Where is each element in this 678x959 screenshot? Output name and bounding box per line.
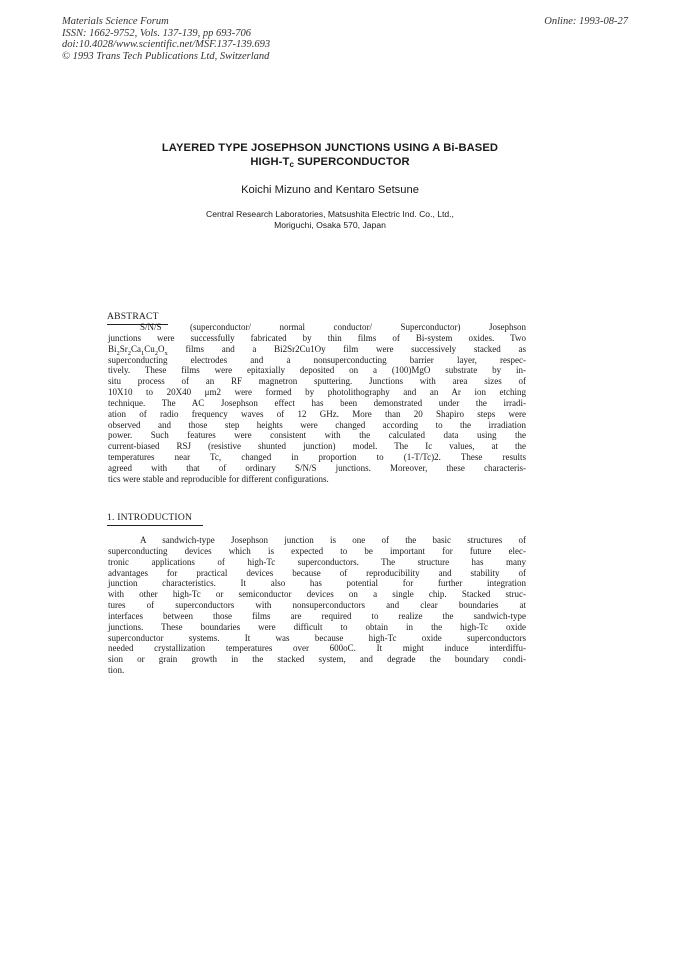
online-date-text: Online: 1993-08-27: [544, 16, 628, 27]
title-line-2-sub: c: [289, 160, 295, 169]
journal-header: [62, 16, 270, 62]
abstract-line: 10X10 to 20X40 μm2 were formed by photolithography and an Ar ion etching: [108, 387, 526, 398]
paper-title: [100, 141, 560, 169]
introduction-heading-rule: [107, 525, 203, 526]
journal-doi: doi:10.4028/www.scientific.net/MSF.137-139.693: [62, 39, 271, 50]
abstract-line: tively. These films were epitaxially deposited on a (100)MgO substrate by in-: [108, 365, 526, 376]
intro-line: needed crystallization temperatures over 600oC. It might induce interdiffu-: [108, 643, 526, 654]
abstract-line: $Bi_2Sr_2Ca_1Cu_2O_x$ films and a Bi2Sr2Cu1Oy film were successively stacked as: [108, 343, 526, 357]
intro-line: junction characteristics. It also has potential for further integration: [108, 578, 526, 589]
affiliation-line-1: Central Research Laboratories, Matsushita Electric Ind. Co., Ltd.,: [206, 209, 454, 219]
abstract-line: observed and those step heights were changed according to the irradiation: [108, 419, 526, 430]
abstract-line: superconducting electrodes and a nonsuperconducting barrier layer, respec-: [108, 354, 526, 365]
introduction-body: [108, 535, 526, 676]
introduction-heading-text: 1. INTRODUCTION: [107, 512, 193, 523]
journal-copyright: © 1993 Trans Tech Publications Ltd, Switzerland: [62, 50, 270, 62]
affiliation: [100, 209, 560, 231]
intro-line: interfaces between those films are required to realize the sandwich-type: [108, 610, 526, 621]
abstract-line: situ process of an RF magnetron sputtering. Junctions with area sizes of: [108, 376, 526, 387]
abstract-line: temperatures near Tc, changed in proportion to (1-T/Tc)2. These results: [108, 452, 526, 463]
abstract-body: [108, 322, 526, 485]
title-line-2-post: SUPERCONDUCTOR: [294, 156, 410, 168]
intro-line: advantages for practical devices because of reproducibility and stability of: [108, 567, 526, 578]
intro-line: tures of superconductors with nonsuperconductors and clear boundaries at: [108, 600, 526, 611]
title-line-2: [100, 155, 560, 169]
abstract-line: power. Such features were consistent with the calculated data using the: [108, 430, 526, 441]
introduction-heading: [107, 512, 192, 524]
journal-name: Materials Science Forum: [62, 16, 169, 27]
abstract-line-rest: films and a Bi2Sr2Cu1Oy film were successively stacked as: [185, 343, 526, 354]
intro-line: sion or grain growth in the stacked system, and degrade the boundary condi-: [108, 654, 526, 665]
online-date: [544, 16, 628, 28]
affiliation-line-2: Moriguchi, Osaka 570, Japan: [274, 220, 386, 230]
abstract-line: current-biased RSJ (resistive shunted junction) model. The Ic values, at the: [108, 441, 526, 452]
abstract-line: agreed with that of ordinary S/N/S junctions. Moreover, these characteris-: [108, 462, 526, 473]
title-line-2-pre: HIGH-T: [250, 156, 290, 168]
abstract-line: junctions were successfully fabricated by thin films of Bi-system oxides. Two: [108, 332, 526, 343]
intro-line: superconducting devices which is expected to be important for future elec-: [108, 545, 526, 556]
intro-line: tion.: [108, 665, 125, 676]
abstract-line: tics were stable and reproducible for different configurations.: [108, 473, 329, 484]
title-line-1: LAYERED TYPE JOSEPHSON JUNCTIONS USING A Bi-BASED: [161, 142, 499, 154]
abstract-line: ation of radio frequency waves of 12 GHz. More than 20 Shapiro steps were: [108, 408, 526, 419]
journal-issn: ISSN: 1662-9752, Vols. 137-139, pp 693-706: [62, 27, 251, 39]
abstract-heading-text: ABSTRACT: [107, 311, 159, 322]
abstract-line: S/N/S (superconductor/ normal conductor/ Superconductor) Josephson: [140, 322, 526, 332]
intro-line: tronic applications of high-Tc superconductors. The structure has many: [108, 556, 526, 567]
intro-line: with other high-Tc or semiconductor devices on a single chip. Stacked struc-: [108, 589, 526, 600]
intro-line: A sandwich-type Josephson junction is one of the basic structures of: [140, 535, 526, 545]
intro-line: junctions. These boundaries were difficult to obtain in the high-Tc oxide: [108, 621, 526, 632]
abstract-line: technique. The AC Josephson effect has been demonstrated under the irradi-: [108, 397, 526, 408]
intro-line: superconductor systems. It was because high-Tc oxide superconductors: [108, 632, 526, 643]
authors: Koichi Mizuno and Kentaro Setsune: [241, 184, 419, 196]
